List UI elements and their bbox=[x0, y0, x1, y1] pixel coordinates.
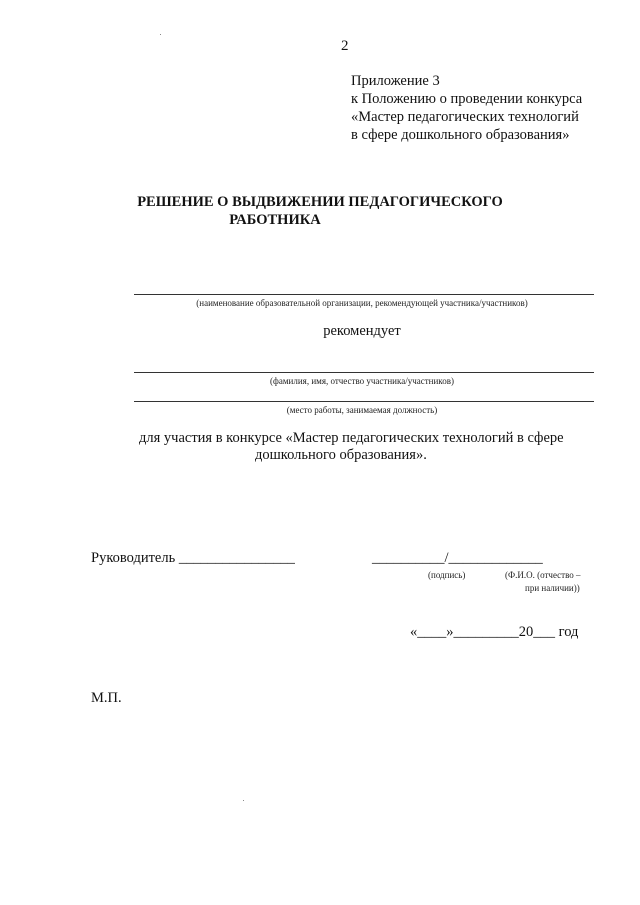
title-line-2: РАБОТНИКА bbox=[229, 212, 321, 228]
workplace-hint: (место работы, занимаемая должность) bbox=[286, 405, 438, 415]
date-line[interactable]: «____»_________20___ год bbox=[410, 624, 579, 640]
title-line-1: РЕШЕНИЕ О ВЫДВИЖЕНИИ ПЕДАГОГИЧЕСКОГО bbox=[137, 194, 503, 210]
recommends-text: рекомендует bbox=[323, 323, 401, 339]
organization-hint: (наименование образовательной организации, рекомендующей участника/участников) bbox=[196, 298, 528, 308]
appendix-line-1: Приложение 3 bbox=[351, 73, 440, 89]
signature-hint: (подпись) bbox=[428, 570, 466, 580]
workplace-field-line[interactable] bbox=[134, 401, 594, 402]
appendix-line-4: в сфере дошкольного образования» bbox=[351, 127, 570, 143]
fio-hint-line-2: при наличии)) bbox=[525, 583, 580, 593]
participant-name-field-line[interactable] bbox=[134, 372, 594, 373]
appendix-line-2: к Положению о проведении конкурса bbox=[351, 91, 583, 107]
fio-hint-line-1: (Ф.И.О. (отчество – bbox=[505, 570, 581, 580]
scan-speck bbox=[243, 800, 244, 801]
stamp-place: М.П. bbox=[91, 690, 122, 706]
page-number: 2 bbox=[341, 38, 349, 54]
purpose-line-2: дошкольного образования». bbox=[255, 447, 427, 463]
head-signature-label: Руководитель ________________ bbox=[91, 550, 295, 566]
document-title bbox=[0, 193, 640, 229]
participant-name-hint: (фамилия, имя, отчество участника/участников) bbox=[270, 376, 454, 386]
organization-field-line[interactable] bbox=[134, 294, 594, 295]
scan-speck bbox=[160, 34, 161, 35]
signature-fio-lines[interactable]: __________/_____________ bbox=[372, 550, 543, 566]
appendix-block bbox=[351, 72, 582, 144]
appendix-line-3: «Мастер педагогических технологий bbox=[351, 109, 579, 125]
purpose-line-1: для участия в конкурсе «Мастер педагогических технологий в сфере bbox=[139, 430, 564, 446]
